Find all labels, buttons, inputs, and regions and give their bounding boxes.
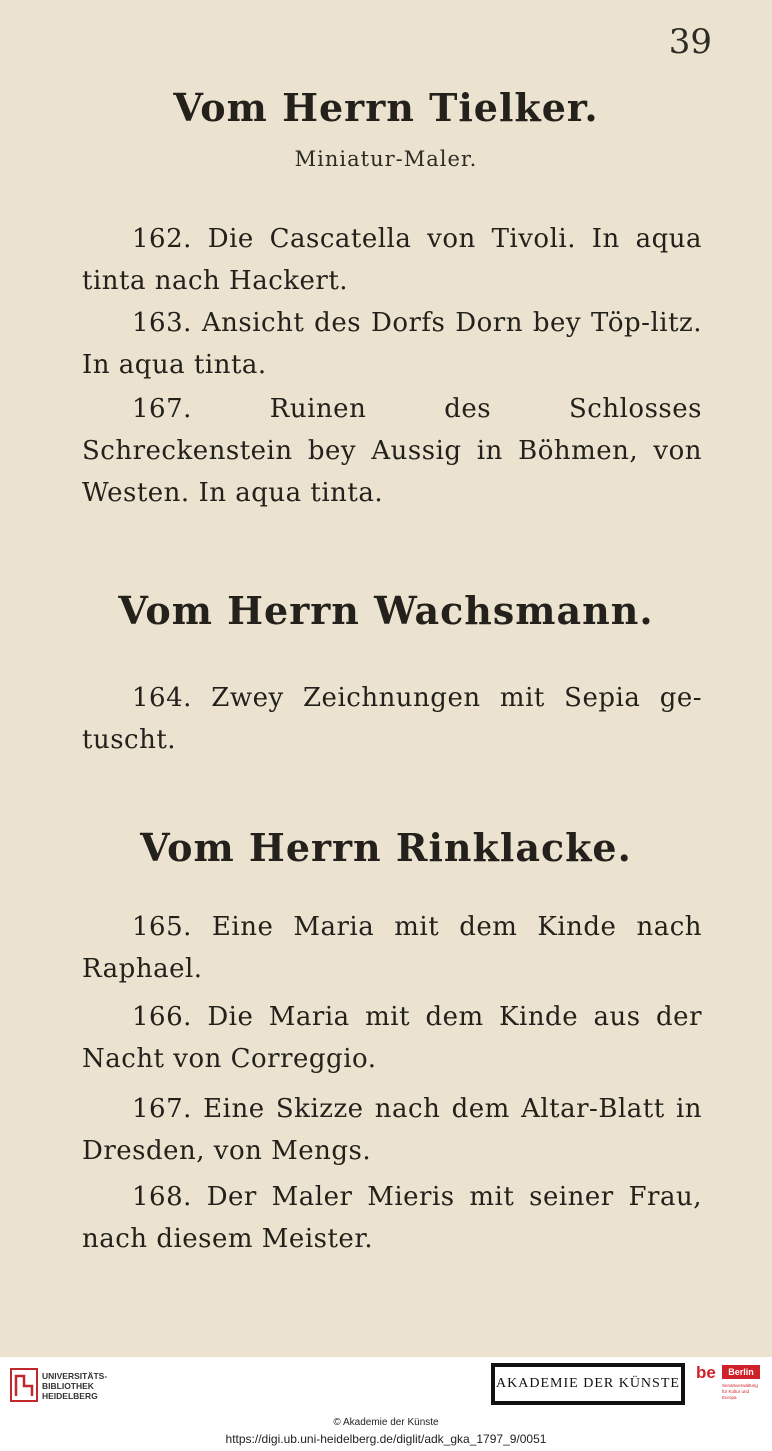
catalog-entry [82, 677, 702, 761]
page-number: 39 [668, 22, 712, 62]
entry-number: 167. [132, 1094, 192, 1124]
entry-text: Die Cascatella von Tivoli. In aqua tinta nach Hackert. [82, 224, 703, 296]
section-subtitle-tielker: Miniatur-Maler. [294, 147, 478, 171]
entry-number: 166. [132, 1002, 192, 1032]
akademie-der-kuenste-logo[interactable] [491, 1363, 685, 1405]
entry-text: Ansicht des Dorfs Dorn bey Töp-litz. In aqua tinta. [82, 308, 703, 380]
copyright-notice: © Akademie der Künste [333, 1417, 439, 1428]
entry-number: 164. [132, 683, 192, 713]
akademie-badge-text: AKADEMIE DER KÜNSTE [495, 1367, 681, 1401]
catalog-entry [82, 1176, 702, 1260]
section-heading-tielker: Vom Herrn Tielker. [173, 85, 599, 130]
entry-number: 165. [132, 912, 192, 942]
library-logo-text: UNIVERSITÄTS- BIBLIOTHEK HEIDELBERG [42, 1371, 108, 1401]
entry-number: 167. [132, 394, 192, 424]
berlin-logo-subtitle: Senatsverwaltung für Kultur und Europa [722, 1383, 758, 1400]
section-heading-wachsmann: Vom Herrn Wachsmann. [118, 588, 654, 633]
permalink-url[interactable]: https://digi.ub.uni-heidelberg.de/diglit/adk_gka_1797_9/0051 [225, 1432, 547, 1446]
entry-number: 163. [132, 308, 192, 338]
catalog-entry [82, 302, 702, 386]
entry-text: Eine Skizze nach dem Altar-Blatt in Dresden, von Mengs. [82, 1094, 702, 1166]
library-emblem-icon [10, 1368, 38, 1402]
entry-number: 162. [132, 224, 192, 254]
berlin-logo-tag: Berlin [722, 1365, 760, 1379]
entry-number: 168. [132, 1182, 192, 1212]
catalog-entry [82, 388, 702, 514]
entry-text: Zwey Zeichnungen mit Sepia ge-tuscht. [82, 683, 703, 755]
entry-text: Der Maler Mieris mit seiner Frau, nach diesem Meister. [82, 1182, 702, 1254]
entry-text: Ruinen des Schlosses Schreckenstein bey Aussig in Böhmen, von Westen. In aqua tinta. [82, 394, 702, 508]
section-heading-rinklacke: Vom Herrn Rinklacke. [140, 825, 632, 870]
berlin-logo-be: be [696, 1363, 716, 1382]
berlin-senate-logo[interactable] [696, 1363, 762, 1407]
catalog-entry [82, 218, 702, 302]
catalog-entry [82, 906, 702, 990]
catalog-entry [82, 1088, 702, 1172]
entry-text: Eine Maria mit dem Kinde nach Raphael. [82, 912, 702, 984]
viewer-footer [0, 1357, 772, 1451]
university-library-logo[interactable] [10, 1365, 130, 1405]
entry-text: Die Maria mit dem Kinde aus der Nacht von Correggio. [82, 1002, 703, 1074]
catalog-entry [82, 996, 702, 1080]
